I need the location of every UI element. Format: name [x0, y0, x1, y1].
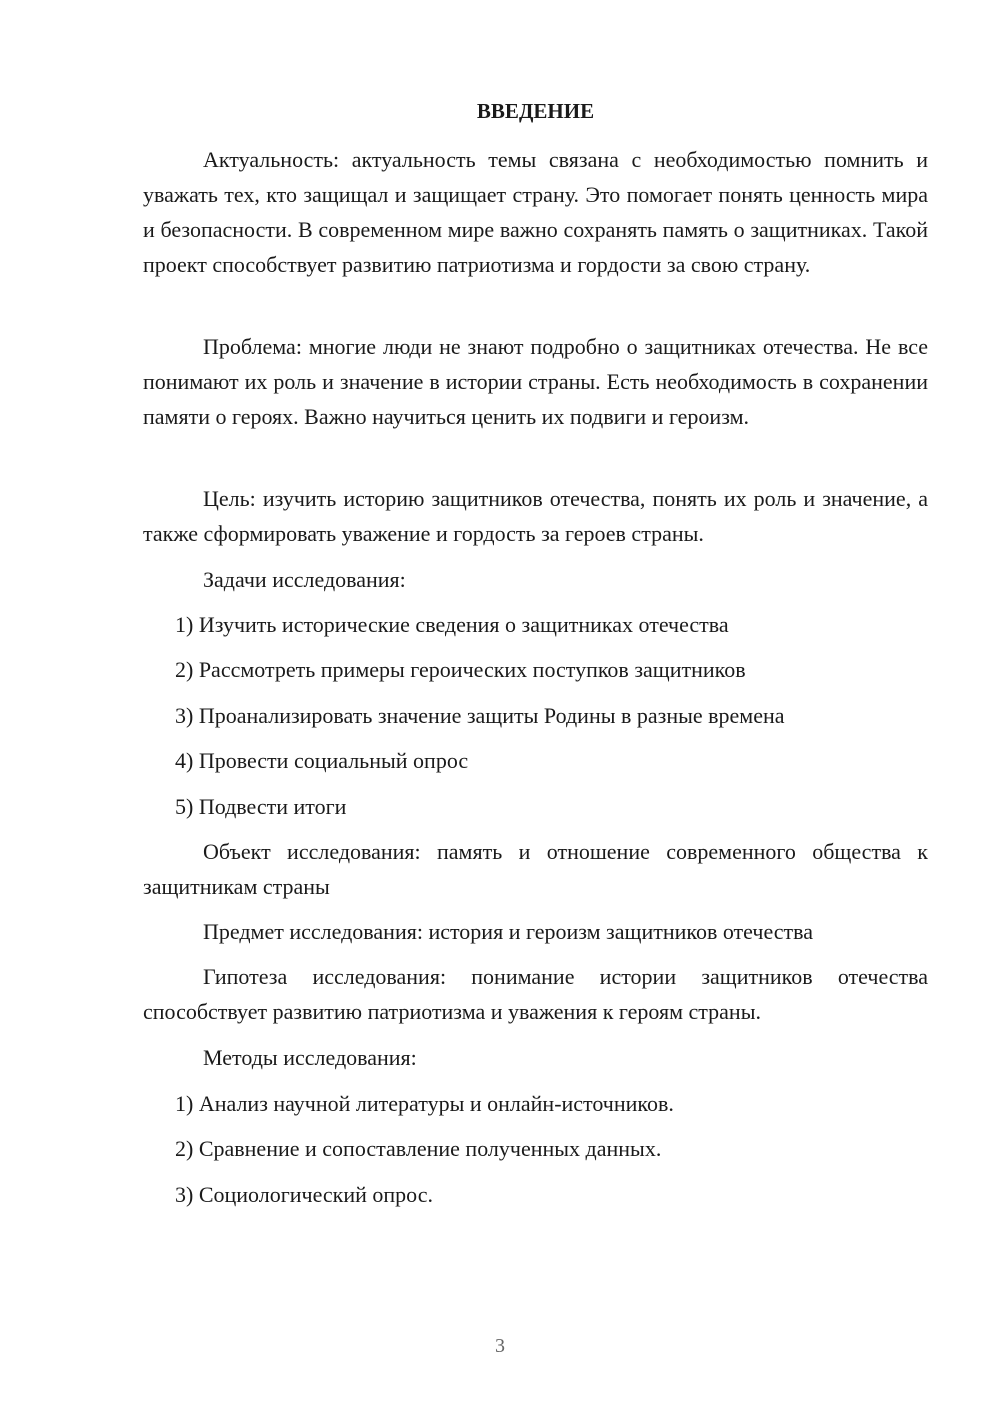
task-item-1: 1) Изучить исторические сведения о защитниках отечества — [175, 612, 729, 637]
page-number: 3 — [495, 1335, 505, 1357]
method-item-2: 2) Сравнение и сопоставление полученных данных. — [175, 1136, 662, 1161]
task-item-3: 3) Проанализировать значение защиты Родины в разные времена — [175, 703, 785, 728]
task-item-4: 4) Провести социальный опрос — [175, 748, 469, 773]
method-item-3: 3) Социологический опрос. — [175, 1182, 433, 1207]
method-item-1: 1) Анализ научной литературы и онлайн-источников. — [175, 1091, 674, 1116]
subject-paragraph: Предмет исследования: история и героизм защитников отечества — [203, 919, 813, 944]
task-item-5: 5) Подвести итоги — [175, 794, 347, 819]
object-paragraph: Объект исследования: память и отношение современного общества к защитникам страны — [143, 839, 928, 899]
goal-paragraph: Цель: изучить историю защитников отечества, понять их роль и значение, а также сформировать уважение и гордость за героев страны. — [143, 486, 928, 546]
document-page — [143, 0, 928, 1414]
tasks-heading: Задачи исследования: — [203, 567, 406, 592]
methods-heading: Методы исследования: — [203, 1045, 417, 1070]
hypothesis-paragraph: Гипотеза исследования: понимание истории защитников отечества способствует развитию патриотизма и уважения к героям страны. — [143, 964, 928, 1024]
section-heading: ВВЕДЕНИЕ — [476, 99, 595, 123]
relevance-paragraph: Актуальность: актуальность темы связана с необходимостью помнить и уважать тех, кто защищал и защищает страну. Это помогает понять ценность мира и безопасности. В современном мире важно сохранять память о защитниках. Такой проект способствует развитию патриотизма и гордости за свою страну. — [143, 147, 928, 277]
problem-paragraph: Проблема: многие люди не знают подробно о защитниках отечества. Не все понимают их роль и значение в истории страны. Есть необходимость в сохранении памяти о героях. Важно научиться ценить их подвиги и героизм. — [143, 334, 928, 429]
task-item-2: 2) Рассмотреть примеры героических поступков защитников — [175, 657, 746, 682]
